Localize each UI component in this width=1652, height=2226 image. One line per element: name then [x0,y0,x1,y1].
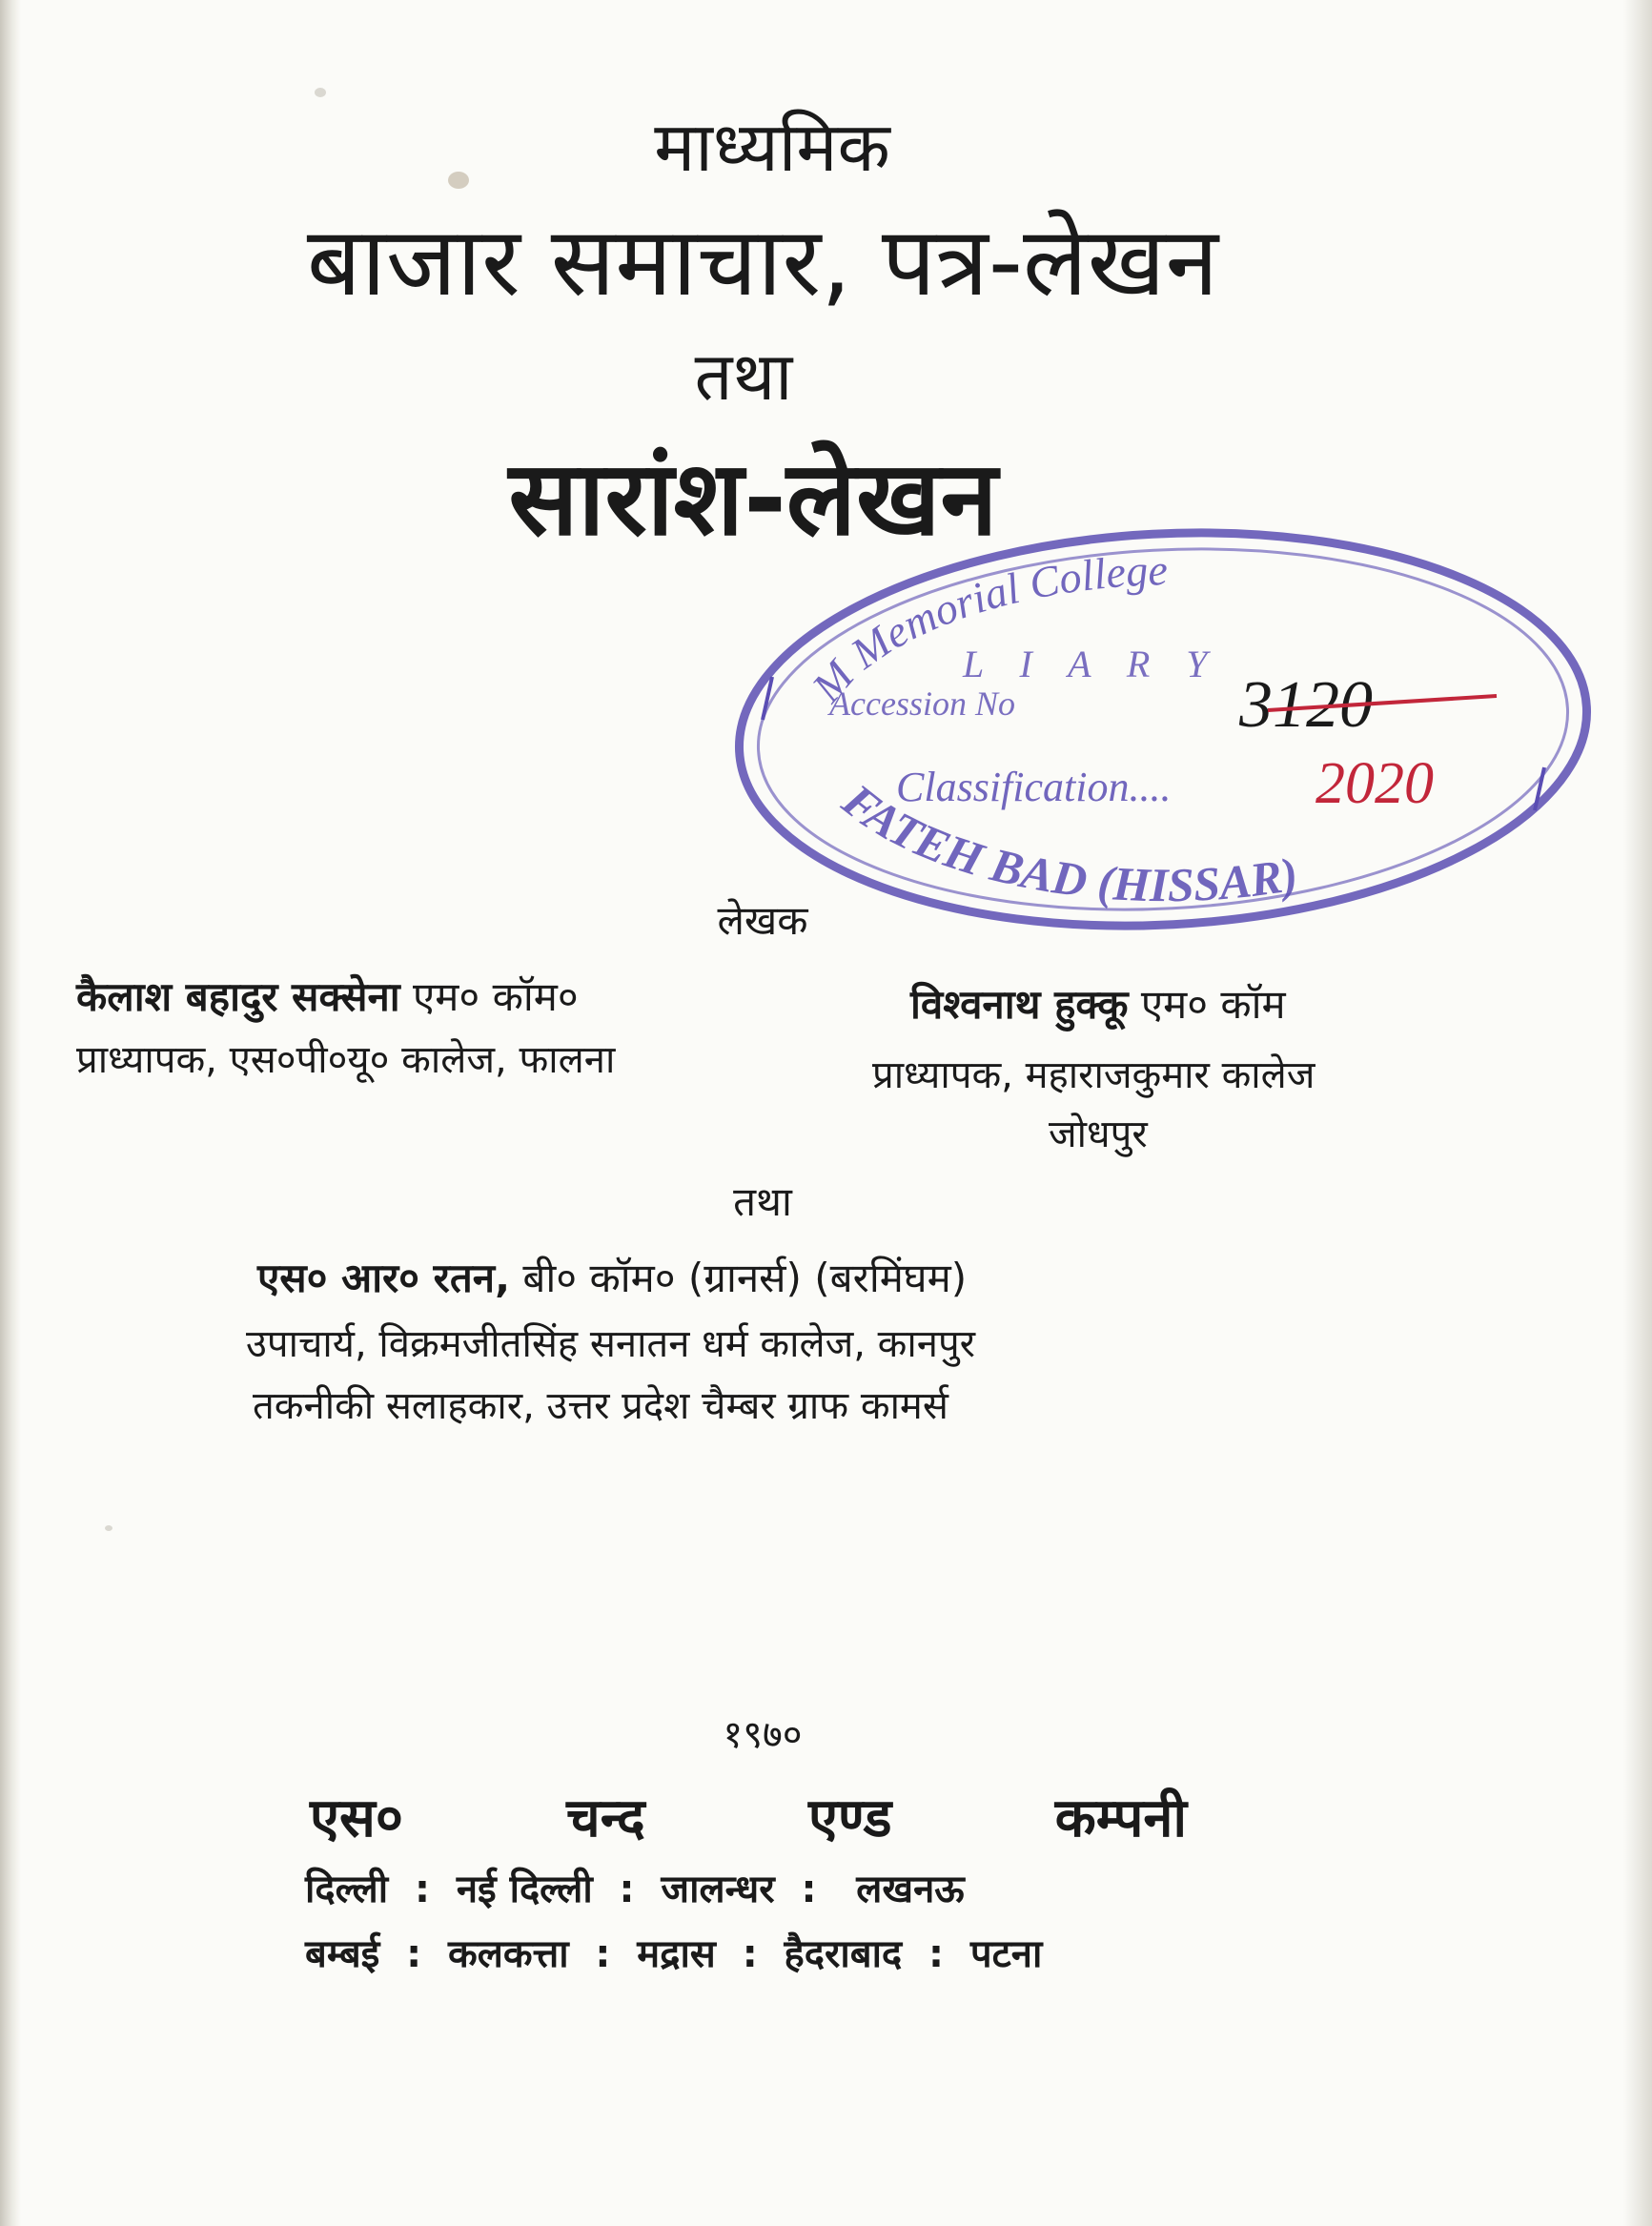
author3-role-1: उपाचार्य, विक्रमजीतसिंह सनातन धर्म कालेज, कानपुर [246,1322,976,1366]
author2-degree: एम० कॉम [1140,981,1286,1028]
author3-degree: बी० कॉम० (ग्रानर्स) (बरमिंघम) [522,1255,968,1301]
author3-name: एस० आर० रतन, [257,1255,511,1301]
conjunction-label: तथा [733,1178,792,1225]
page-left-edge [0,0,21,2226]
stamp-classification-label: Classification.... [896,764,1172,810]
publisher-word: चन्द [566,1787,645,1849]
publication-year: १९७० [723,1713,803,1757]
author1-degree: एम० कॉम० [413,973,579,1020]
author2-role: प्राध्यापक, महाराजकुमार कालेज [872,1053,1315,1097]
stamp-accession-value: 3120 [1239,668,1373,742]
author3-line [257,1255,968,1301]
page-right-edge [1623,0,1652,2226]
stamp-top-text: M Memorial College [802,545,1169,711]
stamp-bottom-text: FATEH BAD (HISSAR) [832,772,1302,912]
title-line-3: तथा [694,337,793,416]
author1-role: प्राध्यापक, एस०पी०यू० कालेज, फालना [76,1038,616,1082]
title-line-2: बाजार समाचार, पत्र-लेखन [306,206,1219,317]
title-line-1: माध्यमिक [654,107,890,187]
publisher-cities-line-1: दिल्ली : नई दिल्ली : जालन्धर : लखनऊ [305,1868,965,1911]
author2-city: जोधपुर [1049,1113,1148,1156]
publisher-cities-line-2: बम्बई : कलकत्ता : मद्रास : हैदराबाद : पटना [305,1932,1043,1976]
publisher-word: एण्ड [807,1787,892,1849]
publisher-word: एस० [310,1787,403,1849]
paper-spot [105,1525,112,1531]
author2-name: विश्वनाथ हुक्कू [910,981,1129,1028]
stamp-classification-value: 2020 [1315,751,1434,816]
authors-label: लेखक [717,897,808,944]
author2-line [910,981,1286,1028]
stamp-accession-label: Accession No [829,684,1015,723]
publisher-name [310,1787,1187,1849]
title-line-4: सारांश-लेखन [508,439,998,559]
stamp-library-text: L I A R Y [963,643,1221,685]
author1-name: कैलाश बहादुर सक्सेना [76,973,400,1020]
paper-spot [315,88,326,97]
author3-role-2: तकनीकी सलाहकार, उत्तर प्रदेश चैम्बर ग्राफ कामर्स [253,1384,948,1428]
paper-spot [448,172,469,189]
publisher-word: कम्पनी [1054,1787,1187,1849]
library-stamp [705,515,1611,953]
author1-line [76,973,579,1020]
